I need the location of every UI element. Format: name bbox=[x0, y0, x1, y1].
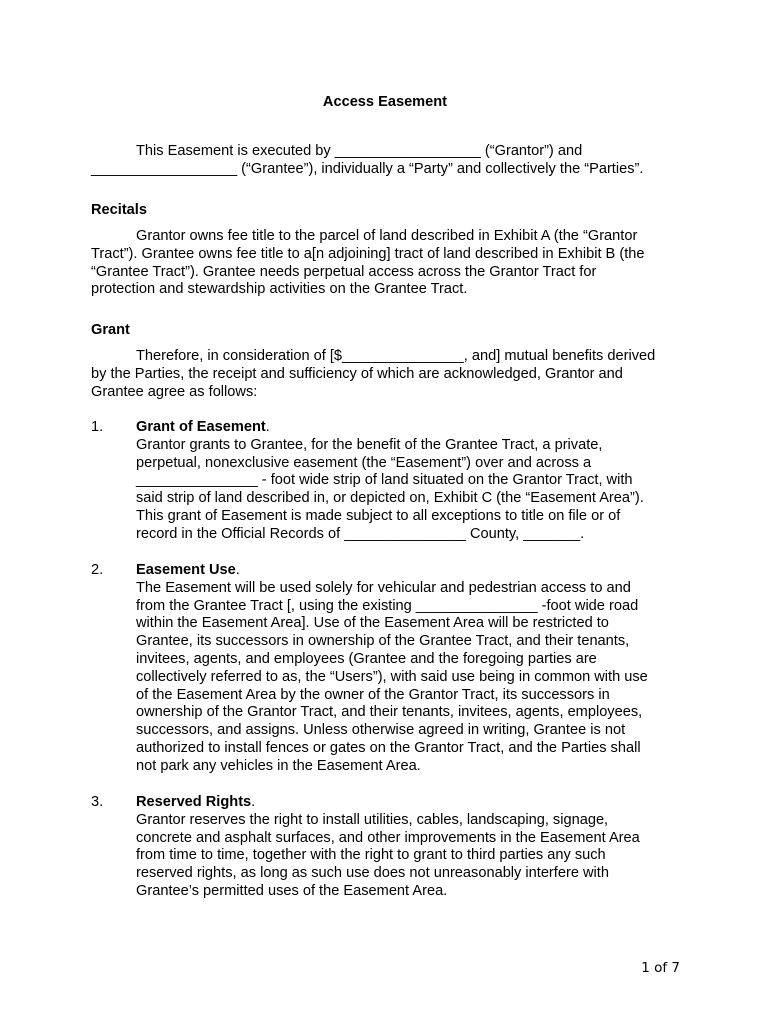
item-number: 1. bbox=[91, 419, 104, 435]
item-line: of the Easement Area by the owner of the Grantor Tract, its successors in bbox=[136, 686, 610, 703]
item-heading: Grant of Easement bbox=[136, 419, 266, 435]
item-line: ownership of the Grantor Tract, and their tenants, invitees, agents, employees, bbox=[136, 704, 643, 721]
item-line: invitees, agents, and employees (Grantee and the foregoing parties are bbox=[136, 650, 597, 667]
item-line: from the Grantee Tract [, using the existing _______________ -foot wide road bbox=[136, 597, 639, 614]
item-line: successors, and assigns. Unless otherwise agreed in writing, Grantee is not bbox=[136, 722, 626, 739]
grant-line: by the Parties, the receipt and sufficiency of which are acknowledged, Grantor and bbox=[91, 365, 623, 382]
document-title: Access Easement bbox=[322, 94, 448, 110]
item-line: reserved rights, as long as such use does not unreasonably interfere with bbox=[136, 865, 609, 882]
item-heading: Easement Use bbox=[136, 562, 236, 578]
item-number: 3. bbox=[91, 794, 104, 810]
item-number: 2. bbox=[91, 562, 104, 578]
item-body: Easement Use. The Easement will be used solely for vehicular and pedestrian access to and from the Grantee Tract [, using the existing _______________ -foot wide road within the Easement Area]. Use of the Easement Area will be restricted to Grantee, its successors in ownership of the Grantee Tract, and their tenants, invitees, agents, and employees (Grantee and the foregoing parties are collectively referred to as, the “Users”), with said use being in common with use of the Easement Area by the owner of the Grantor Tract, its successors in ownership of the Grantor Tract, and their tenants, invitees, agents, employees, successors, and assigns. Unless otherwise agreed in writing, Grantee is not authorized to install fences or gates on the Grantor Tract, and the Parties shall not park any vehicles in the Easement Area. bbox=[136, 562, 696, 776]
recitals-line: Grantor owns fee title to the parcel of land described in Exhibit A (the “Grantor bbox=[136, 228, 638, 244]
grant-section bbox=[91, 322, 681, 340]
recitals-heading: Recitals bbox=[91, 202, 147, 218]
item-line: concrete and asphalt surfaces, and other improvements in the Easement Area bbox=[136, 829, 640, 846]
item-line: Grantee, its successors in ownership of the Grantee Tract, and their tenants, bbox=[136, 633, 630, 650]
item-heading: Reserved Rights bbox=[136, 794, 252, 810]
recitals-paragraph bbox=[91, 228, 681, 299]
grant-line: Grantee agree as follows: bbox=[91, 383, 258, 400]
item-line: within the Easement Area]. Use of the Easement Area will be restricted to bbox=[136, 615, 609, 632]
item-line: authorized to install fences or gates on the Grantor Tract, and the Parties shall bbox=[136, 739, 641, 756]
item-line: Grantor grants to Grantee, for the benefit of the Grantee Tract, a private, bbox=[136, 436, 603, 453]
grant-line: Therefore, in consideration of [$_______________, and] mutual benefits derived bbox=[136, 348, 656, 364]
item-line: Grantee’s permitted uses of the Easement Area. bbox=[136, 882, 448, 899]
item-line: from time to time, together with the right to grant to third parties any such bbox=[136, 847, 606, 864]
item-line: record in the Official Records of _______________ County, _______. bbox=[136, 525, 585, 542]
item-line: _______________ - foot wide strip of land situated on the Grantor Tract, with bbox=[136, 472, 633, 489]
item-line: Grantor reserves the right to install utilities, cables, landscaping, signage, bbox=[136, 811, 609, 828]
page-number: 1 of 7 bbox=[641, 960, 680, 976]
item-line: collectively referred to as, the “Users”), with said use being in common with use bbox=[136, 668, 648, 685]
grant-heading: Grant bbox=[91, 322, 130, 338]
grant-paragraph bbox=[91, 348, 681, 401]
item-line: said strip of land described in, or depicted on, Exhibit C (the “Easement Area”). bbox=[136, 490, 644, 507]
item-body: Reserved Rights. Grantor reserves the right to install utilities, cables, landscaping, signage, concrete and asphalt surfaces, and other improvements in the Easement Area from time to time, together with the right to grant to third parties any such reserved rights, as long as such use does not unreasonably interfere with Grantee’s permitted uses of the Easement Area. bbox=[136, 794, 696, 901]
recitals-section bbox=[91, 202, 681, 220]
recitals-line: “Grantee Tract”). Grantee needs perpetual access across the Grantor Tract for bbox=[91, 263, 597, 280]
intro-paragraph bbox=[91, 143, 681, 179]
recitals-line: Tract”). Grantee owns fee title to a[n adjoining] tract of land described in Exhibit B (the bbox=[91, 245, 645, 262]
intro-line: __________________ (“Grantee”), individually a “Party” and collectively the “Parties”. bbox=[91, 160, 644, 177]
item-body: Grant of Easement. Grantor grants to Grantee, for the benefit of the Grantee Tract, a private, perpetual, nonexclusive easement (the “Easement”) over and across a _______________ - foot wide strip of land situated on the Grantor Tract, with said strip of land described in, or depicted on, Exhibit C (the “Easement Area”). This grant of Easement is made subject to all exceptions to title on file or of record in the Official Records of _______________ County, _______. bbox=[136, 419, 696, 544]
item-line: This grant of Easement is made subject to all exceptions to title on file or of bbox=[136, 507, 621, 524]
recitals-line: protection and stewardship activities on the Grantee Tract. bbox=[91, 281, 468, 298]
item-line: perpetual, nonexclusive easement (the “Easement”) over and across a bbox=[136, 454, 592, 471]
item-line: The Easement will be used solely for vehicular and pedestrian access to and bbox=[136, 579, 631, 596]
intro-line: This Easement is executed by __________________ (“Grantor”) and bbox=[136, 143, 583, 159]
item-line: not park any vehicles in the Easement Area. bbox=[136, 757, 421, 774]
